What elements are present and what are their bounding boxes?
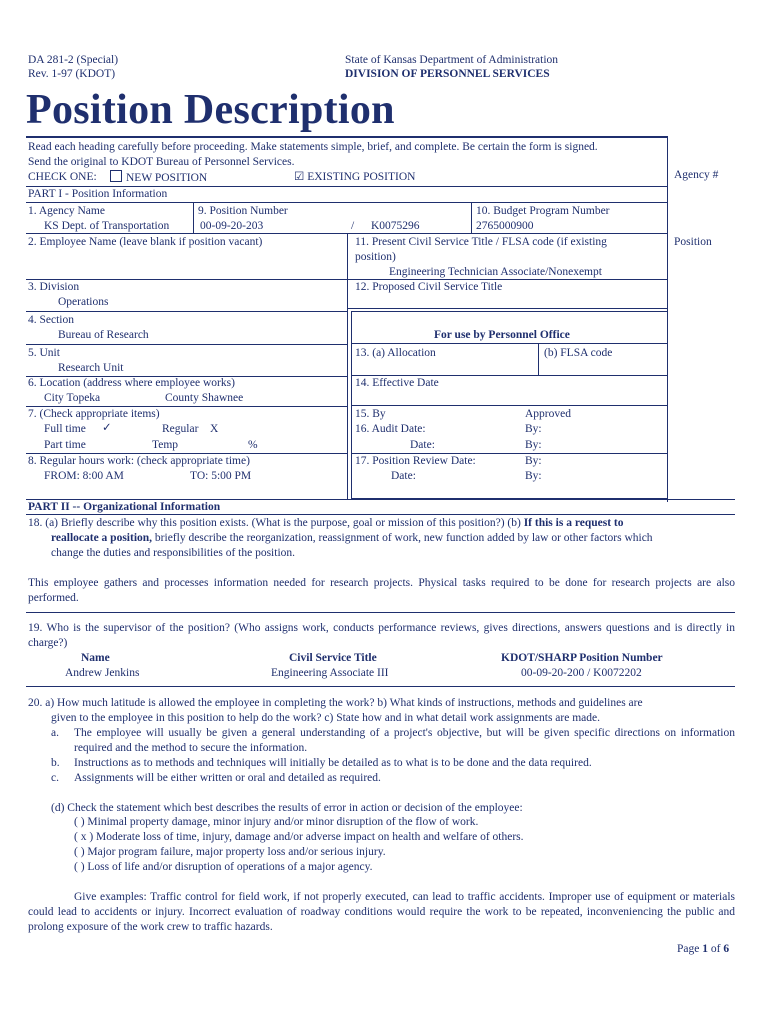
existing-position-option[interactable] [294,170,415,185]
full-time-check-mark[interactable]: ✓ [102,422,112,434]
section-value: Bureau of Research [58,329,149,341]
personnel-heading-rule [351,343,667,344]
check-one-label: CHECK ONE: [28,171,97,183]
budget-number-label: 10. Budget Program Number [476,205,610,217]
q20-b-text: Instructions as to methods and techniques will initially be detailed as to what is to be done and the data required. [74,757,592,769]
form-id: DA 281-2 (Special) [28,54,119,66]
new-position-checkbox[interactable] [110,170,122,182]
civil-service-value: Engineering Technician Associate/Nonexempt [389,266,602,278]
flsa-code-label: (b) FLSA code [544,347,613,359]
agency-number-label: Agency # [674,169,719,181]
full-time-label: Full time [44,423,86,435]
section-label: 4. Section [28,314,74,326]
q18-reallocate: reallocate a position, [51,532,153,544]
new-position-option[interactable] [110,170,207,186]
q18-line-2 [51,531,653,546]
personnel-box-top [351,311,667,312]
review-by-2: By: [525,470,542,482]
audit-by-1: By: [525,423,542,435]
unit-label: 5. Unit [28,347,60,359]
percent-label: % [248,439,258,451]
temp-label: Temp [152,439,179,451]
location-label: 6. Location (address where employee works) [28,377,235,389]
q18-line-2-text: briefly describe the reorganization, reassignment of work, new function added by law or other factors which [152,532,653,544]
approved-label: Approved [525,408,571,420]
q20-a-text: The employee will usually be given a general understanding of a project's objective, but will be given specific directions on information required and the method to secure the information. [74,727,735,754]
part2-heading: PART II -- Organizational Information [28,501,221,513]
existing-position-checkbox[interactable]: ☑ [294,171,305,183]
side-column-divider [667,137,668,502]
division-label: 3. Division [28,281,80,293]
location-city: City Topeka [44,392,101,404]
q20-a-label: a. [51,727,59,739]
civil-service-label-1: 11. Present Civil Service Title / FLSA code (if existing [355,236,607,248]
section-row-rule [26,344,347,345]
supervisor-number: 00-09-20-200 / K0072202 [521,667,642,679]
page-prefix: Page [677,943,700,955]
q19-question: 19. Who is the supervisor of the position? (Who assigns work, conducts performance reviews, gives directions, answers questions and is directly in charge?) [28,622,735,649]
hours-label: 8. Regular hours work: (check appropriate time) [28,455,250,467]
personnel-office-heading: For use by Personnel Office [434,329,570,341]
audit-date-label: 16. Audit Date: [355,423,426,435]
error-examples: Give examples: Traffic control for field work, if not properly executed, can lead to traffic accidents. Improper use of equipment or materials could lead to accidents or injury. Incorrect evaluation of roadway conditions would require the work to be repeated, inconveniencing the public and prolong exposure of the work crew to traffic hazards. [28,891,735,933]
civil-service-label-2: position) [355,251,396,263]
q20-d-intro: (d) Check the statement which best describes the results of error in action or decision of the employee: [51,802,523,814]
division-row-rule [26,311,347,312]
supervisor-name-header: Name [81,652,110,664]
employee-name-label: 2. Employee Name (leave blank if position vacant) [28,236,263,248]
part1-heading-rule [26,202,667,203]
position-code-value: K0075296 [371,220,420,232]
q18-line-1 [28,516,623,531]
q20-c-label: c. [51,772,59,784]
page-title: Position Description [26,87,395,133]
audit-date-sub-label: Date: [410,439,435,451]
q18-text-a: 18. (a) Briefly describe why this position exists. (What is the purpose, goal or mission of this position?) (b) [28,517,521,529]
by-label: 15. By [355,408,386,420]
supervisor-name: Andrew Jenkins [65,667,140,679]
error-option-minimal[interactable]: ( ) Minimal property damage, minor injury and/or minor disruption of the flow of work. [74,816,479,828]
instructions-line-2: Send the original to KDOT Bureau of Personnel Services. [28,156,295,168]
q18-answer: This employee gathers and processes information needed for research projects. Physical tasks required to be done for research projects are also performed. [28,577,735,604]
error-option-loss-of-life[interactable]: ( ) Loss of life and/or disruption of operations of a major agency. [74,861,373,873]
page-of: of [710,943,721,955]
supervisor-title-header: Civil Service Title [289,652,377,664]
new-position-label: NEW POSITION [126,172,208,184]
proposed-title-label: 12. Proposed Civil Service Title [355,281,503,293]
agency-name-label: 1. Agency Name [28,205,105,217]
review-date-sub-label: Date: [391,470,416,482]
row1-divider-a [193,202,194,233]
error-option-moderate[interactable]: ( x ) Moderate loss of time, injury, damage and/or adverse impact on health and welfare of others. [74,831,524,843]
hours-to: TO: 5:00 PM [190,470,252,482]
title-rule [26,136,668,138]
position-label: Position [674,236,712,248]
part1-heading: PART I - Position Information [28,188,168,200]
form-revision: Rev. 1-97 (KDOT) [28,68,116,80]
existing-position-label: EXISTING POSITION [307,171,416,183]
middle-divider [347,233,348,499]
page-total: 6 [723,943,730,955]
error-option-major[interactable]: ( ) Major program failure, major property loss and/or serious injury. [74,846,386,858]
location-county: County Shawnee [165,392,244,404]
page-number [677,942,729,957]
check-items-label: 7. (Check appropriate items) [28,408,160,420]
effective-row-rule [351,405,667,406]
position-number-value: 00-09-20-203 [200,220,264,232]
division-value: Operations [58,296,109,308]
supervisor-number-header: KDOT/SHARP Position Number [501,652,663,664]
q20-b-label: b. [51,757,60,769]
position-number-label: 9. Position Number [198,205,288,217]
audit-by-2: By: [525,439,542,451]
page-current: 1 [702,943,708,955]
q18-text-b: If this is a request to [523,517,624,529]
budget-number-value: 2765000900 [476,220,534,232]
q19-rule [26,686,735,687]
part-time-label: Part time [44,439,86,451]
position-number-slash: / [351,220,355,232]
unit-value: Research Unit [58,362,124,374]
row1-divider-b [471,202,472,233]
regular-label: Regular [162,423,199,435]
supervisor-title: Engineering Associate III [271,667,389,679]
state-agency: State of Kansas Department of Administration [345,54,559,66]
q20-line-1: 20. a) How much latitude is allowed the employee in completing the work? b) What kinds of instructions, methods and guidelines are [28,697,643,709]
review-by-1: By: [525,455,542,467]
q18-rule [26,612,735,613]
regular-mark[interactable]: X [210,423,219,435]
q18-line-3: change the duties and responsibilities of the position. [51,547,296,559]
q20-c-text: Assignments will be either written or oral and detailed as required. [74,772,381,784]
proposed-row-rule [347,308,667,309]
hours-from: FROM: 8:00 AM [44,470,124,482]
review-date-label: 17. Position Review Date: [355,455,476,467]
division-heading: DIVISION OF PERSONNEL SERVICES [345,68,550,80]
q20-line-2: given to the employee in this position to help do the work? c) State how and in what detail work assignments are made. [51,712,601,724]
effective-date-label: 14. Effective Date [355,377,439,389]
agency-name-value: KS Dept. of Transportation [44,220,170,232]
instructions-line-1: Read each heading carefully before proceeding. Make statements simple, brief, and complete. Be certain the form is signed. [28,141,598,153]
part2-heading-rule [26,514,735,515]
allocation-divider [538,343,539,375]
allocation-label: 13. (a) Allocation [355,347,436,359]
